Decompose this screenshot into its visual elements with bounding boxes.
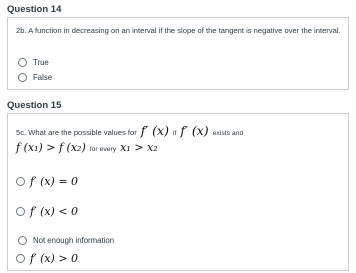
option-fprime-gt-0-label: f′ (x) > 0 (30, 252, 79, 265)
question-15-text-prefix: 5c. What are the possible values for (16, 128, 137, 137)
option-false[interactable] (18, 73, 52, 82)
question-14-title: Question 14 (7, 4, 62, 15)
option-fprime-gt-0[interactable] (16, 252, 78, 265)
question-15-text-line-2 (16, 141, 158, 154)
option-fprime-lt-0-label: f′ (x) < 0 (30, 205, 79, 218)
option-not-enough-info-label: Not enough information (33, 236, 115, 245)
option-fprime-lt-0-radio[interactable] (16, 207, 25, 216)
option-not-enough-info[interactable] (18, 236, 114, 245)
option-true-label: True (33, 58, 49, 67)
option-fprime-eq-0-label: f′ (x) = 0 (30, 175, 79, 188)
option-fprime-gt-0-radio[interactable] (16, 254, 25, 263)
question-15-text-if: if (172, 130, 177, 137)
question-15-text-exists: exists and (212, 130, 244, 137)
question-14-panel (7, 17, 349, 90)
math-fprime-1: f′ (x) (140, 123, 169, 138)
option-true[interactable] (18, 58, 49, 67)
question-15-panel (7, 113, 349, 271)
option-false-radio[interactable] (18, 73, 27, 82)
option-fprime-eq-0-radio[interactable] (16, 177, 25, 186)
math-fprime-2: f′ (x) (180, 123, 209, 138)
question-14-text: 2b. A function in decreasing on an interval if the slope of the tangent is negative over the interval. (16, 26, 341, 35)
option-fprime-eq-0[interactable] (16, 175, 78, 188)
math-x1-gt-x2: x₁ > x₂ (120, 141, 158, 154)
question-15-text-for-every: for every (89, 146, 117, 153)
math-inequality: f (x₁) > f (x₂) (16, 141, 86, 154)
question-15-title: Question 15 (7, 100, 62, 111)
option-false-label: False (33, 73, 53, 82)
option-not-enough-info-radio[interactable] (18, 236, 27, 245)
option-true-radio[interactable] (18, 58, 27, 67)
option-fprime-lt-0[interactable] (16, 205, 78, 218)
question-15-text-line-1 (16, 123, 243, 138)
